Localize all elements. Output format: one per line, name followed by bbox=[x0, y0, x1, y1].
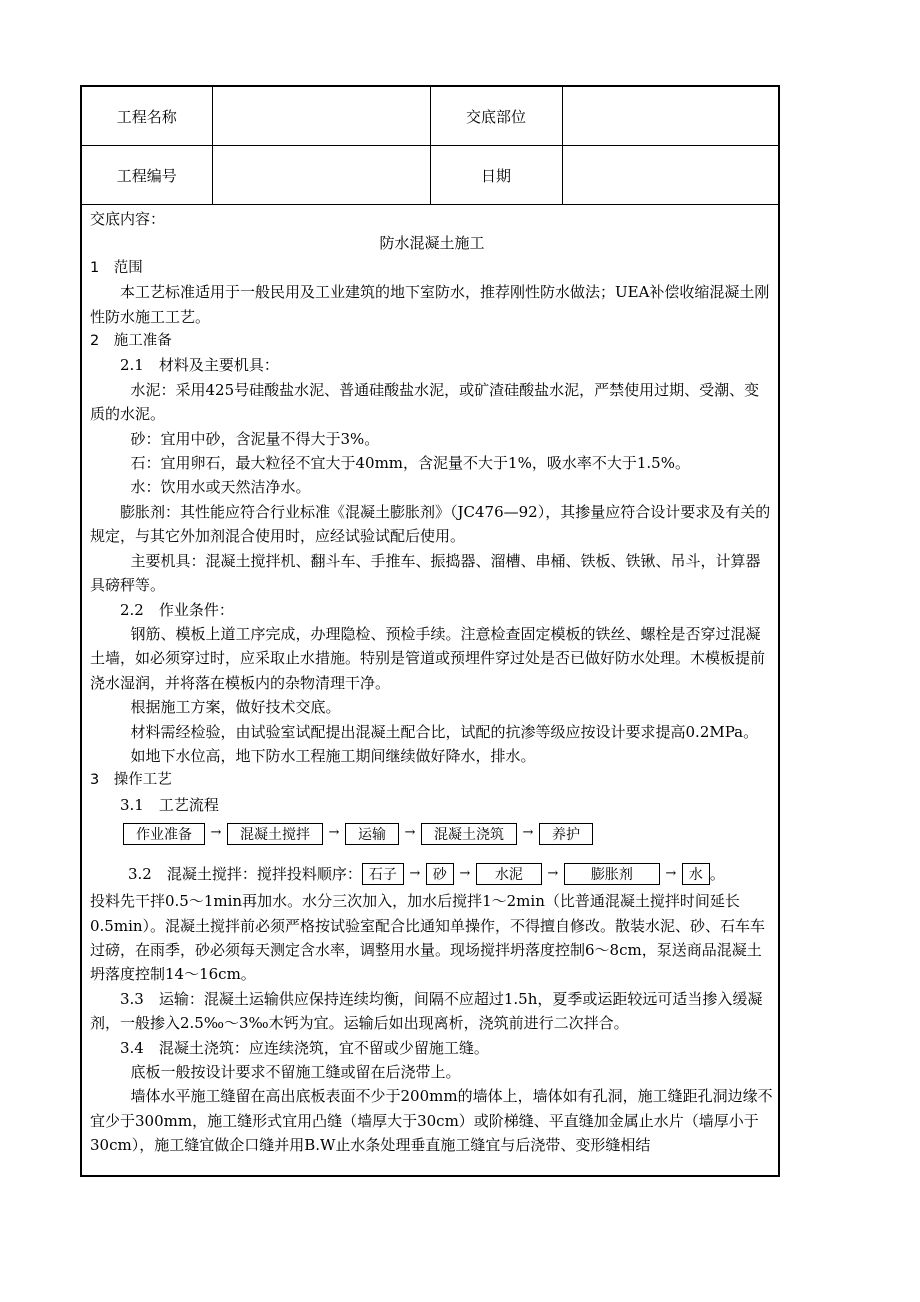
mixing-order bbox=[90, 859, 774, 889]
doc-title: 防水混凝土施工 bbox=[379, 234, 485, 253]
date-label: 日期 bbox=[430, 146, 562, 205]
arrow-icon: → bbox=[328, 825, 340, 841]
arrow-icon: → bbox=[522, 825, 534, 841]
mixing-paragraph: 投料先干拌0.5～1min再加水。水分三次加入，加水后搅拌1～2min（比普通混凝土搅拌时间延长0.5min）。混凝土搅拌前必须严格按试验室配合比通知单操作，不得擅自修改。散装水泥、砂、石车车过磅，在雨季，砂必须每天测定含水率，调整用水量。现场搅拌坍落度控制6～8cm，泵送商品混凝土坍落度控制14～16cm。 bbox=[90, 892, 766, 984]
subsection-2-1: 2.1 材料及主要机具： bbox=[120, 356, 279, 375]
scope-paragraph: 本工艺标准适用于一般民用及工业建筑的地下室防水，推荐刚性防水做法；UEA补偿收缩混凝土刚性防水施工工艺。 bbox=[90, 283, 770, 326]
handover-part-label: 交底部位 bbox=[430, 87, 562, 146]
mix-step-stone: 石子 bbox=[362, 863, 404, 885]
section-3-heading: 3 操作工艺 bbox=[90, 772, 172, 789]
flow-step-curing: 养护 bbox=[539, 823, 593, 845]
flow-step-pouring: 混凝土浇筑 bbox=[421, 823, 517, 845]
water-paragraph: 水：饮用水或天然洁净水。 bbox=[130, 478, 311, 497]
mix-step-sand: 砂 bbox=[426, 863, 454, 885]
flow-step-prep: 作业准备 bbox=[123, 823, 205, 845]
form-header-table bbox=[82, 87, 778, 205]
arrow-icon: → bbox=[210, 825, 222, 841]
transport-paragraph: 3.3 运输：混凝土运输供应保持连续均衡，间隔不应超过1.5h，夏季或运距较远可适当掺入缓凝剂，一般掺入2.5‰～3‰木钙为宜。运输后如出现离析，浇筑前进行二次拌合。 bbox=[90, 989, 763, 1033]
arrow-icon: → bbox=[665, 865, 677, 881]
handover-part-field[interactable] bbox=[562, 87, 778, 146]
flow-step-transport: 运输 bbox=[345, 823, 399, 845]
condition-2-paragraph: 根据施工方案，做好技术交底。 bbox=[130, 698, 341, 717]
subsection-3-2-label: 3.2 混凝土搅拌：搅拌投料顺序： bbox=[128, 864, 362, 883]
arrow-icon: → bbox=[404, 825, 416, 841]
expansion-agent-paragraph: 膨胀剂：其性能应符合行业标准《混凝土膨胀剂》（JC476—92），其掺量应符合设计要求及有关的规定，与其它外加剂混合使用时，应经试验试配后使用。 bbox=[90, 502, 771, 546]
arrow-icon: → bbox=[409, 865, 421, 881]
mix-step-water: 水 bbox=[682, 863, 710, 885]
condition-3-paragraph: 材料需经检验，由试验室试配提出混凝土配合比，试配的抗渗等级应按设计要求提高0.2MPa。 bbox=[130, 722, 759, 741]
section-2-heading: 2 施工准备 bbox=[90, 333, 172, 350]
mix-step-expansion-agent: 膨胀剂 bbox=[564, 863, 660, 885]
header-row-2 bbox=[82, 146, 778, 205]
tools-paragraph: 主要机具：混凝土搅拌机、翻斗车、手推车、振捣器、溜槽、串桶、铁板、铁锹、吊斗，计算器具磅秤等。 bbox=[90, 551, 761, 595]
slab-paragraph: 底板一般按设计要求不留施工缝或留在后浇带上。 bbox=[130, 1063, 461, 1081]
content-label: 交底内容： bbox=[90, 210, 166, 228]
handover-content bbox=[82, 205, 778, 1158]
sand-paragraph: 砂：宜用中砂，含泥量不得大于3%。 bbox=[130, 429, 380, 448]
date-field[interactable] bbox=[562, 146, 778, 205]
project-no-label: 工程编号 bbox=[82, 146, 212, 205]
mix-end-mark: 。 bbox=[709, 864, 725, 883]
subsection-2-2: 2.2 作业条件： bbox=[120, 600, 234, 619]
stone-paragraph: 石：宜用卵石，最大粒径不宜大于40mm，含泥量不大于1%，吸水率不大于1.5%。 bbox=[130, 454, 690, 473]
project-name-field[interactable] bbox=[212, 87, 430, 146]
pouring-paragraph: 3.4 混凝土浇筑：应连续浇筑，宜不留或少留施工缝。 bbox=[120, 1038, 489, 1057]
condition-4-paragraph: 如地下水位高，地下防水工程施工期间继续做好降水，排水。 bbox=[130, 746, 536, 765]
cement-paragraph: 水泥：采用425号硅酸盐水泥、普通硅酸盐水泥，或矿渣硅酸盐水泥，严禁使用过期、受潮、变质的水泥。 bbox=[90, 380, 760, 424]
subsection-3-1: 3.1 工艺流程 bbox=[120, 795, 219, 814]
wall-paragraph: 墙体水平施工缝留在高出底板表面不少于200mm的墙体上，墙体如有孔洞，施工缝距孔洞边缘不宜少于300mm，施工缝形式宜用凸缝（墙厚大于30cm）或阶梯缝、平直缝加金属止水片（墙厚小于30cm），施工缝宜做企口缝并用B.W止水条处理垂直施工缝宜与后浇带、变形缝相结 bbox=[90, 1087, 773, 1155]
handover-form bbox=[80, 85, 780, 1177]
mix-step-cement: 水泥 bbox=[476, 863, 542, 885]
section-1-heading: 1 范围 bbox=[90, 259, 143, 276]
project-name-label: 工程名称 bbox=[82, 87, 212, 146]
process-flow bbox=[123, 820, 774, 847]
header-row-1 bbox=[82, 87, 778, 146]
project-no-field[interactable] bbox=[212, 146, 430, 205]
condition-1-paragraph: 钢筋、模板上道工序完成，办理隐检、预检手续。注意检查固定模板的铁丝、螺栓是否穿过混凝土墙，如必须穿过时，应采取止水措施。特别是管道或预埋件穿过处是否已做好防水处理。木模板提前浇水湿润，并将落在模板内的杂物清理干净。 bbox=[90, 624, 766, 692]
flow-step-mixing: 混凝土搅拌 bbox=[227, 823, 323, 845]
arrow-icon: → bbox=[459, 865, 471, 881]
arrow-icon: → bbox=[547, 865, 559, 881]
